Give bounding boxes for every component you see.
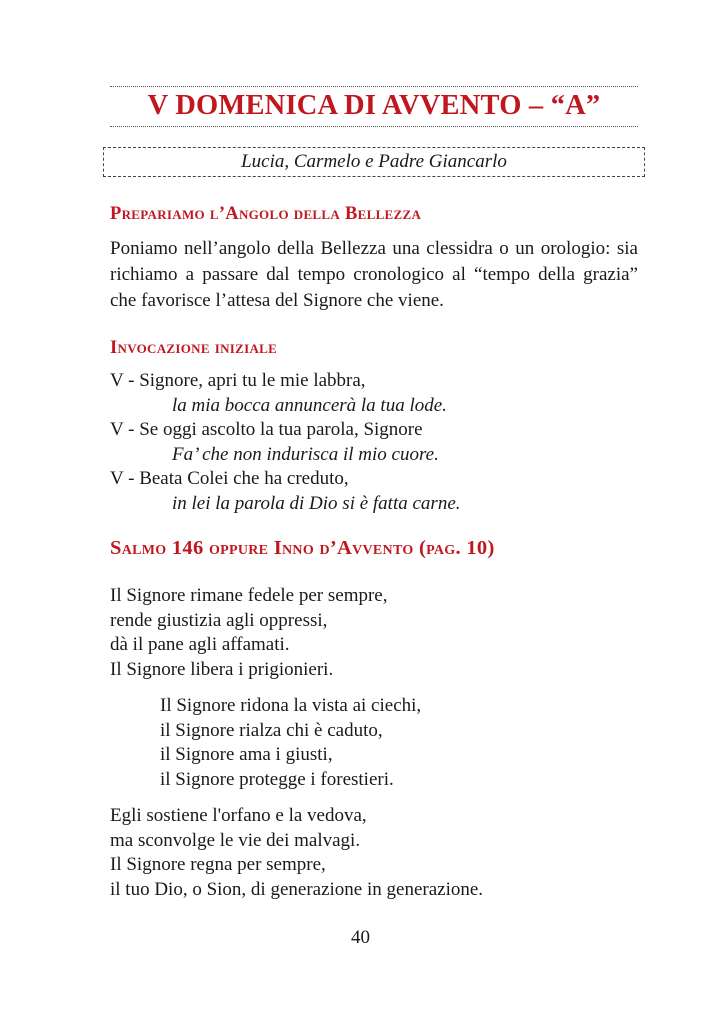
versicle-line: V - Beata Colei che ha creduto, [110, 468, 349, 489]
psalm-stanza-2 [110, 694, 638, 792]
psalm-line: ma sconvolge le vie dei malvagi. [110, 829, 361, 851]
psalm-stanza-1 [110, 584, 638, 682]
versicle-line: V - Signore, apri tu le mie labbra, [110, 370, 366, 391]
psalm-line: Il Signore ridona la vista ai ciechi, [160, 695, 422, 716]
bellezza-paragraph: Poniamo nell’angolo della Bellezza una clessidra o un orologio: sia richiamo a passare dal tempo cronologico al “tempo della grazia” che favorisce l’attesa del Signore che viene. [110, 238, 638, 311]
psalm-stanza-3 [110, 804, 638, 902]
psalm-line: Il Signore libera i prigionieri. [110, 658, 334, 680]
response-line: Fa’ che non indurisca il mio cuore. [172, 443, 439, 465]
psalm-line: Il Signore rimane fedele per sempre, [110, 585, 388, 606]
psalm-line: Il Signore regna per sempre, [110, 854, 326, 875]
page-title: V DOMENICA DI AVVENTO – “A” [147, 90, 601, 121]
invocazione-list [110, 369, 638, 516]
response-line: in lei la parola di Dio si è fatta carne. [172, 492, 461, 514]
psalm-line: dà il pane agli affamati. [110, 634, 290, 655]
psalm-line: il tuo Dio, o Sion, di generazione in generazione. [110, 878, 484, 900]
psalm-line: il Signore ama i giusti, [160, 744, 333, 765]
psalm-line: Egli sostiene l'orfano e la vedova, [110, 805, 367, 826]
title-block [110, 86, 638, 127]
psalm-line: rende giustizia agli oppressi, [110, 609, 328, 631]
psalm-line: il Signore protegge i forestieri. [160, 768, 394, 790]
response-line: la mia bocca annuncerà la tua lode. [172, 394, 447, 416]
authors-box: Lucia, Carmelo e Padre Giancarlo [103, 147, 645, 177]
section-heading-invocazione: Invocazione iniziale [110, 338, 278, 358]
page-content [110, 86, 638, 902]
page-number: 40 [351, 927, 370, 948]
section-heading-bellezza: Prepariamo l’Angolo della Bellezza [110, 204, 422, 224]
psalm-line: il Signore rialza chi è caduto, [160, 719, 383, 741]
section-heading-salmo: Salmo 146 oppure Inno d’Avvento (pag. 10) [110, 537, 495, 559]
versicle-line: V - Se oggi ascolto la tua parola, Signore [110, 419, 423, 440]
